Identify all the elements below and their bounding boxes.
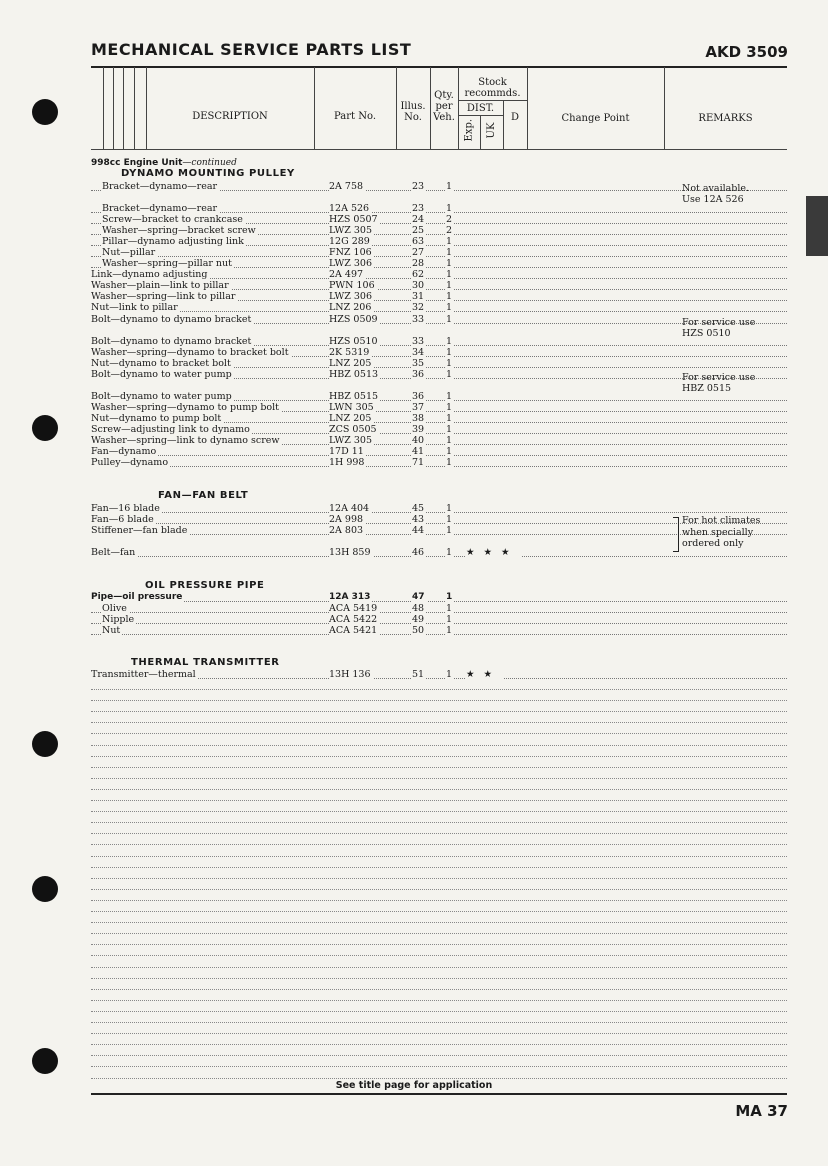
col-uk: UK <box>486 122 497 139</box>
col-remarks: REMARKS <box>698 113 753 124</box>
illus-number: 63 <box>412 236 425 247</box>
illus-number: 48 <box>412 603 425 614</box>
quantity: 1 <box>446 280 453 291</box>
part-number: 2A 998 <box>329 514 364 525</box>
quantity: 1 <box>446 314 453 325</box>
part-number: ACA 5422 <box>329 614 378 625</box>
part-row <box>91 625 787 636</box>
blank-line <box>91 1022 787 1023</box>
blank-line <box>91 1033 787 1034</box>
illus-number: 28 <box>412 258 425 269</box>
col-illus-2: No. <box>404 112 422 123</box>
part-number: 1H 998 <box>329 457 365 468</box>
part-description: Washer—spring—link to pillar <box>91 291 236 302</box>
part-description: Fan—6 blade <box>91 514 154 525</box>
blank-line <box>91 1011 787 1012</box>
page-number: MA 37 <box>735 1102 788 1120</box>
part-row <box>91 446 787 457</box>
col-part-no: Part No. <box>334 111 376 122</box>
header-top-rule <box>91 66 787 68</box>
blank-line <box>91 878 787 879</box>
col-description: DESCRIPTION <box>192 111 268 122</box>
part-description: Washer—spring—pillar nut <box>102 258 232 269</box>
illus-number: 33 <box>412 336 425 347</box>
illus-number: 71 <box>412 457 425 468</box>
col-dist: DIST. <box>466 103 495 114</box>
part-description: Fan—dynamo <box>91 446 157 457</box>
quantity: 1 <box>446 269 453 280</box>
quantity: 1 <box>446 336 453 347</box>
illus-number: 34 <box>412 347 425 358</box>
part-number: HBZ 0515 <box>329 391 379 402</box>
illus-number: 30 <box>412 280 425 291</box>
quantity: 1 <box>446 258 453 269</box>
illus-number: 36 <box>412 391 425 402</box>
part-number: 13H 136 <box>329 669 371 680</box>
blank-line <box>91 756 787 757</box>
part-number: 13H 859 <box>329 547 371 558</box>
part-row <box>91 269 787 280</box>
quantity: 1 <box>446 247 453 258</box>
column-divider <box>664 67 665 149</box>
illus-number: 23 <box>412 181 425 192</box>
blank-line <box>91 900 787 901</box>
blank-line <box>91 1055 787 1056</box>
blank-line <box>91 1044 787 1045</box>
quantity: 1 <box>446 181 453 192</box>
remark-line: HZS 0510 <box>682 328 731 339</box>
part-description: Transmitter—thermal <box>91 669 196 680</box>
part-description: Washer—spring—dynamo to pump bolt <box>91 402 279 413</box>
quantity: 1 <box>446 446 453 457</box>
group-continued: —continued <box>182 158 237 168</box>
quantity: 1 <box>446 592 453 602</box>
part-row <box>91 424 787 435</box>
blank-line <box>91 800 787 801</box>
part-description: Bolt—dynamo to dynamo bracket <box>91 336 252 347</box>
quantity: 1 <box>446 669 453 680</box>
blank-line <box>91 778 787 779</box>
part-number: ACA 5419 <box>329 603 378 614</box>
blank-line <box>91 967 787 968</box>
quantity: 1 <box>446 424 453 435</box>
blank-line <box>91 978 787 979</box>
col-qty-2: per <box>435 101 453 112</box>
page-title: MECHANICAL SERVICE PARTS LIST <box>91 40 412 59</box>
remark-line: Not available. <box>682 183 750 194</box>
part-number: LNZ 205 <box>329 413 372 424</box>
blank-line <box>91 689 787 690</box>
illus-number: 33 <box>412 314 425 325</box>
part-number: LNZ 206 <box>329 302 372 313</box>
part-description: Belt—fan <box>91 547 136 558</box>
part-description: Link—dynamo adjusting <box>91 269 208 280</box>
group-name: 998cc Engine Unit <box>91 158 183 168</box>
section-title: FAN—FAN BELT <box>158 490 249 501</box>
remark-line: For service use <box>682 317 756 328</box>
section-title: THERMAL TRANSMITTER <box>131 657 280 668</box>
part-row <box>91 435 787 446</box>
stock-stars: ★★★ <box>466 547 519 558</box>
part-description: Stiffener—fan blade <box>91 525 188 536</box>
quantity: 2 <box>446 225 453 236</box>
part-row <box>91 603 787 614</box>
part-row <box>91 236 787 247</box>
part-description: Washer—plain—link to pillar <box>91 280 229 291</box>
punch-hole <box>32 99 58 125</box>
part-description: Nut <box>102 625 121 636</box>
blank-line <box>91 711 787 712</box>
illus-number: 23 <box>412 203 425 214</box>
column-divider <box>314 67 315 149</box>
part-description: Nut—link to pillar <box>91 302 178 313</box>
part-number: ZCS 0505 <box>329 424 377 435</box>
page-tab <box>806 196 828 256</box>
part-row <box>91 347 787 358</box>
blank-line <box>91 733 787 734</box>
blank-line <box>91 811 787 812</box>
illus-number: 51 <box>412 669 425 680</box>
remark-line: ordered only <box>682 538 744 549</box>
part-description: Bracket—dynamo—rear <box>102 203 218 214</box>
remark-bracket <box>673 517 679 552</box>
quantity: 1 <box>446 391 453 402</box>
quantity: 1 <box>446 435 453 446</box>
part-number: 12A 404 <box>329 503 370 514</box>
col-qty-3: Veh. <box>433 112 455 123</box>
quantity: 1 <box>446 413 453 424</box>
blank-line <box>91 922 787 923</box>
remark-line: Use 12A 526 <box>682 194 744 205</box>
part-number: 12A 313 <box>329 592 371 602</box>
part-number: 2A 803 <box>329 525 364 536</box>
part-description: Nut—dynamo to bracket bolt <box>91 358 231 369</box>
punch-hole <box>32 731 58 757</box>
part-description: Fan—16 blade <box>91 503 160 514</box>
illus-number: 41 <box>412 446 425 457</box>
quantity: 1 <box>446 503 453 514</box>
blank-line <box>91 867 787 868</box>
part-row <box>91 358 787 369</box>
illus-number: 46 <box>412 547 425 558</box>
part-number: HBZ 0513 <box>329 369 379 380</box>
illus-number: 50 <box>412 625 425 636</box>
quantity: 1 <box>446 302 453 313</box>
quantity: 1 <box>446 369 453 380</box>
illus-number: 25 <box>412 225 425 236</box>
column-divider <box>123 67 124 149</box>
blank-line <box>91 989 787 990</box>
blank-line <box>91 789 787 790</box>
blank-line <box>91 944 787 945</box>
illus-number: 31 <box>412 291 425 302</box>
part-number: 2A 758 <box>329 181 364 192</box>
blank-line <box>91 722 787 723</box>
part-number: HZS 0507 <box>329 214 378 225</box>
part-row <box>91 614 787 625</box>
part-row <box>91 503 787 514</box>
blank-line <box>91 822 787 823</box>
stock-divider <box>458 100 527 101</box>
part-description: Nut—dynamo to pump bolt <box>91 413 222 424</box>
column-divider <box>527 67 528 149</box>
part-number: HZS 0509 <box>329 314 378 325</box>
illus-number: 44 <box>412 525 425 536</box>
part-number: ACA 5421 <box>329 625 378 636</box>
quantity: 1 <box>446 614 453 625</box>
illus-number: 45 <box>412 503 425 514</box>
part-row <box>91 291 787 302</box>
quantity: 1 <box>446 625 453 636</box>
part-row <box>91 592 787 603</box>
illus-number: 39 <box>412 424 425 435</box>
column-divider <box>103 67 104 149</box>
column-divider <box>134 67 135 149</box>
col-illus-1: Illus. <box>400 101 426 112</box>
part-number: LWZ 305 <box>329 435 373 446</box>
part-description: Washer—spring—link to dynamo screw <box>91 435 280 446</box>
part-description: Washer—spring—bracket screw <box>102 225 256 236</box>
quantity: 1 <box>446 347 453 358</box>
illus-number: 37 <box>412 402 425 413</box>
quantity: 1 <box>446 603 453 614</box>
part-row <box>91 457 787 468</box>
illus-number: 32 <box>412 302 425 313</box>
part-number: FNZ 106 <box>329 247 372 258</box>
col-stock-1: Stock <box>478 77 507 88</box>
part-description: Nut—pillar <box>102 247 156 258</box>
part-description: Washer—spring—dynamo to bracket bolt <box>91 347 289 358</box>
quantity: 1 <box>446 525 453 536</box>
remark-line: For hot climates <box>682 515 761 526</box>
footer-note: See title page for application <box>335 1080 493 1091</box>
part-number: LWN 305 <box>329 402 374 413</box>
punch-hole <box>32 876 58 902</box>
section-title: OIL PRESSURE PIPE <box>145 580 265 591</box>
quantity: 1 <box>446 236 453 247</box>
illus-number: 27 <box>412 247 425 258</box>
col-qty-1: Qty. <box>434 90 454 101</box>
part-number: LWZ 306 <box>329 291 373 302</box>
illus-number: 35 <box>412 358 425 369</box>
part-row <box>91 258 787 269</box>
punch-hole <box>32 1048 58 1074</box>
illus-number: 38 <box>412 413 425 424</box>
quantity: 1 <box>446 203 453 214</box>
illus-number: 62 <box>412 269 425 280</box>
blank-line <box>91 700 787 701</box>
blank-line <box>91 745 787 746</box>
stock-stars: ★★ <box>466 669 502 680</box>
col-exp: Exp. <box>463 118 475 142</box>
quantity: 1 <box>446 291 453 302</box>
quantity: 1 <box>446 402 453 413</box>
part-number: HZS 0510 <box>329 336 378 347</box>
part-number: 12G 289 <box>329 236 370 247</box>
col-change-point: Change Point <box>561 113 630 124</box>
part-number: LWZ 305 <box>329 225 373 236</box>
blank-line <box>91 955 787 956</box>
remark-line: HBZ 0515 <box>682 383 732 394</box>
column-divider <box>503 100 504 149</box>
part-row <box>91 302 787 313</box>
part-number: LNZ 205 <box>329 358 372 369</box>
column-divider <box>113 67 114 149</box>
part-description: Pillar—dynamo adjusting link <box>102 236 244 247</box>
blank-line <box>91 1000 787 1001</box>
header-bottom-rule <box>91 149 787 150</box>
blank-line <box>91 844 787 845</box>
column-divider <box>146 67 147 149</box>
part-row <box>91 225 787 236</box>
part-number: 17D 11 <box>329 446 364 457</box>
group-heading <box>91 158 237 168</box>
quantity: 1 <box>446 514 453 525</box>
illus-number: 24 <box>412 214 425 225</box>
part-number: LWZ 306 <box>329 258 373 269</box>
illus-number: 47 <box>412 592 425 602</box>
remark-line: For service use <box>682 372 756 383</box>
blank-line <box>91 767 787 768</box>
part-number: 2A 497 <box>329 269 364 280</box>
blank-line <box>91 1078 787 1079</box>
illus-number: 49 <box>412 614 425 625</box>
part-row <box>91 280 787 291</box>
part-row <box>91 402 787 413</box>
part-row <box>91 669 787 680</box>
quantity: 2 <box>446 214 453 225</box>
blank-line <box>91 1066 787 1067</box>
section-title: DYNAMO MOUNTING PULLEY <box>121 168 295 179</box>
dist-divider <box>458 115 503 116</box>
column-divider <box>480 115 481 149</box>
part-description: Bolt—dynamo to water pump <box>91 369 232 380</box>
quantity: 1 <box>446 358 453 369</box>
punch-hole <box>32 415 58 441</box>
blank-line <box>91 889 787 890</box>
part-row <box>91 247 787 258</box>
part-description: Pipe—oil pressure <box>91 592 183 602</box>
part-description: Nipple <box>102 614 135 625</box>
part-number: 12A 526 <box>329 203 370 214</box>
document-code: AKD 3509 <box>705 43 788 61</box>
part-description: Bracket—dynamo—rear <box>102 181 218 192</box>
quantity: 1 <box>446 457 453 468</box>
blank-line <box>91 856 787 857</box>
illus-number: 36 <box>412 369 425 380</box>
blank-line <box>91 911 787 912</box>
illus-number: 43 <box>412 514 425 525</box>
part-description: Bolt—dynamo to dynamo bracket <box>91 314 252 325</box>
part-number: 2K 5319 <box>329 347 370 358</box>
quantity: 1 <box>446 547 453 558</box>
part-description: Olive <box>102 603 127 614</box>
part-description: Screw—bracket to crankcase <box>102 214 243 225</box>
footer-rule <box>91 1093 787 1095</box>
part-row <box>91 214 787 225</box>
part-description: Screw—adjusting link to dynamo <box>91 424 250 435</box>
blank-line <box>91 933 787 934</box>
part-description: Bolt—dynamo to water pump <box>91 391 232 402</box>
blank-line <box>91 833 787 834</box>
remark-line: when specially <box>682 527 754 538</box>
part-row <box>91 413 787 424</box>
col-stock-2: recommds. <box>464 88 521 99</box>
illus-number: 40 <box>412 435 425 446</box>
part-number: PWN 106 <box>329 280 375 291</box>
col-d: D <box>510 112 520 123</box>
part-description: Pulley—dynamo <box>91 457 169 468</box>
